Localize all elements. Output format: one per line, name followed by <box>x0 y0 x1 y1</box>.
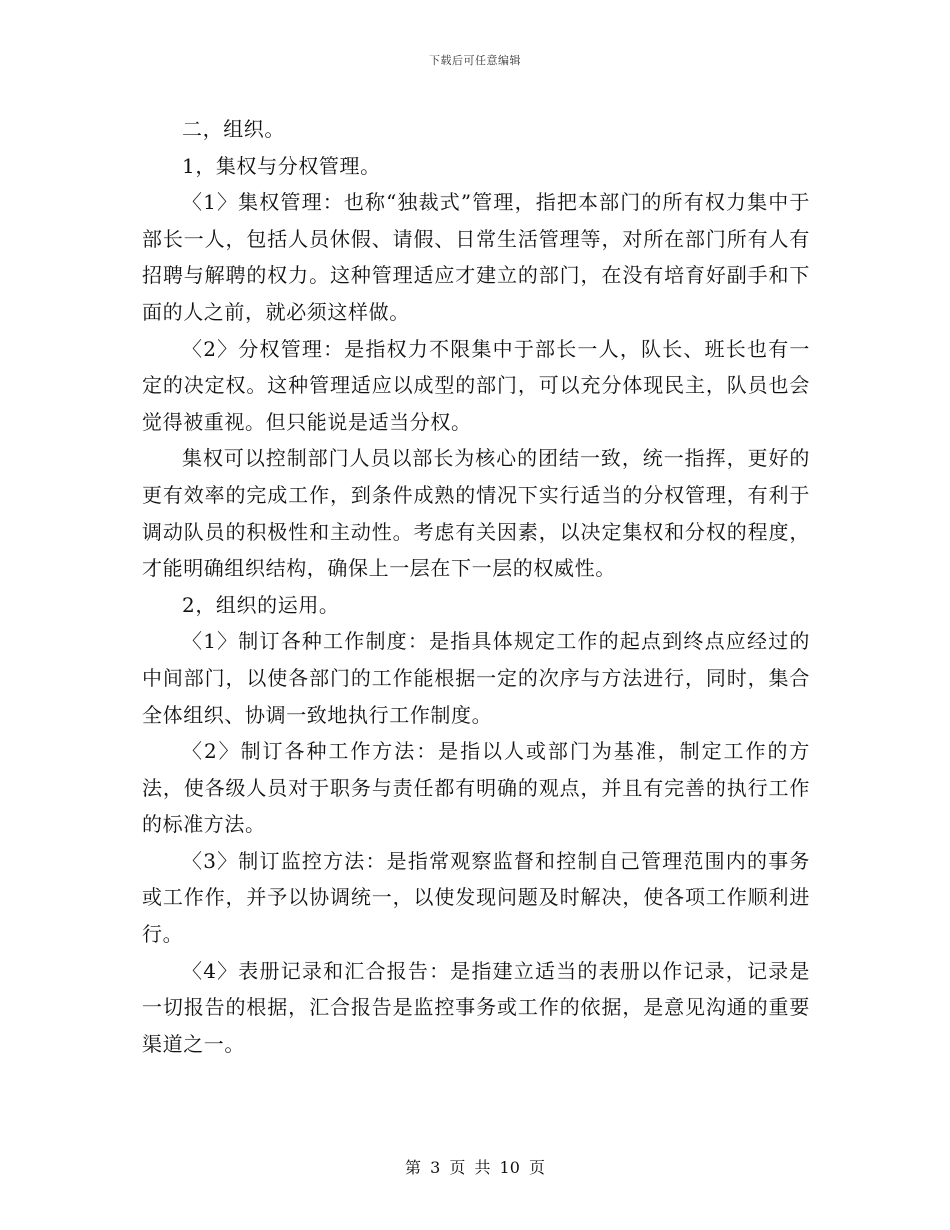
document-body <box>142 111 810 1062</box>
subsection-heading: 1，集权与分权管理。 <box>182 153 381 178</box>
body-paragraph: 〈3〉制订监控方法：是指常观察监督和控制自己管理范围内的事务或工作作，并予以协调统一，以使发现问题及时解决，使各项工作顺利进行。 <box>142 848 810 947</box>
body-paragraph: 〈1〉集权管理：也称“独裁式”管理，指把本部门的所有权力集中于部长一人，包括人员休假、请假、日常生活管理等，对所在部门所有人有招聘与解聘的权力。这种管理适应才建立的部门，在没有培育好副手和下面的人之前，就必须这样做。 <box>142 190 810 324</box>
body-paragraph: 〈4〉表册记录和汇合报告：是指建立适当的表册以作记录，记录是一切报告的根据，汇合报告是监控事务或工作的依据，是意见沟通的重要渠道之一。 <box>142 958 810 1056</box>
body-paragraph: 〈2〉制订各种工作方法：是指以人或部门为基准，制定工作的方法，使各级人员对于职务与责任都有明确的观点，并且有完善的执行工作的标准方法。 <box>142 739 810 837</box>
page-footer: 第 3 页 共 10 页 <box>405 1158 545 1177</box>
body-paragraph: 集权可以控制部门人员以部长为核心的团结一致，统一指挥，更好的更有效率的完成工作，到条件成熟的情况下实行适当的分权管理，有利于调动队员的积极性和主动性。考虑有关因素，以决定集权和分权的程度，才能明确组织结构，确保上一层在下一层的权威性。 <box>142 446 810 581</box>
subsection-heading: 2，组织的运用。 <box>182 592 340 617</box>
page-header: 下载后可任意编辑 <box>429 54 521 67</box>
section-heading: 二，组织。 <box>182 117 285 141</box>
body-paragraph: 〈2〉分权管理：是指权力不限集中于部长一人，队长、班长也有一定的决定权。这种管理适应以成型的部门，可以充分体现民主，队员也会觉得被重视。但只能说是适当分权。 <box>142 336 810 434</box>
body-paragraph: 〈1〉制订各种工作制度：是指具体规定工作的起点到终点应经过的中间部门，以使各部门的工作能根据一定的次序与方法进行，同时，集合全体组织、协调一致地执行工作制度。 <box>142 629 810 727</box>
